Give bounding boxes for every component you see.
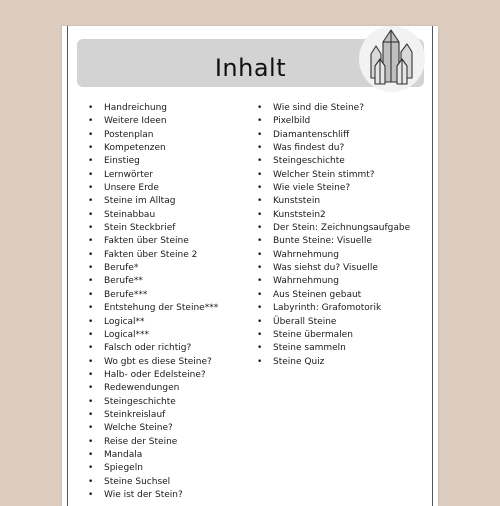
contents-list-item: • Wahrnehmung [257, 275, 429, 288]
contents-list-item: • Welche Steine? [88, 422, 238, 435]
contents-list-item: • Welcher Stein stimmt? [257, 169, 429, 182]
contents-list-item: • Spiegeln [88, 462, 238, 475]
contents-list-item: • Falsch oder richtig? [88, 342, 238, 355]
contents-list-item: • Redewendungen [88, 382, 238, 395]
contents-list-item: • Postenplan [88, 129, 238, 142]
contents-list-item: • Kompetenzen [88, 142, 238, 155]
contents-list-item: • Überall Steine [257, 316, 429, 329]
contents-list-item: • Stein Steckbrief [88, 222, 238, 235]
page-border-left [67, 26, 68, 506]
contents-list-item: • Diamantenschliff [257, 129, 429, 142]
contents-list-item: • Bunte Steine: Visuelle [257, 235, 429, 248]
contents-list-item: • Steine sammeln [257, 342, 429, 355]
contents-list-item: • Lernwörter [88, 169, 238, 182]
contents-list-right [257, 102, 429, 369]
contents-list-item: • Wo gbt es diese Steine? [88, 356, 238, 369]
contents-list-item: • Wie ist der Stein? [88, 489, 238, 502]
contents-list-item: • Halb- oder Edelsteine? [88, 369, 238, 382]
contents-list-item: • Berufe*** [88, 289, 238, 302]
contents-list-item: • Steinabbau [88, 209, 238, 222]
contents-list-item: • Logical*** [88, 329, 238, 342]
contents-list-item: • Steingeschichte [88, 396, 238, 409]
contents-list-item: • Kunststein [257, 195, 429, 208]
contents-list-item: • Steine übermalen [257, 329, 429, 342]
contents-list-item: • Was siehst du? Visuelle [257, 262, 429, 275]
contents-list-item: • Berufe* [88, 262, 238, 275]
contents-list-item: • Steine Suchsel [88, 476, 238, 489]
page-title: Inhalt [214, 54, 287, 82]
contents-list-item: • Mandala [88, 449, 238, 462]
contents-list-item: • Steingeschichte [257, 155, 429, 168]
contents-list-item: • Der Stein: Zeichnungsaufgabe [257, 222, 429, 235]
contents-list-left [88, 102, 238, 502]
contents-list-item: • Steinkreislauf [88, 409, 238, 422]
contents-list-item: • Handreichung [88, 102, 238, 115]
contents-list-item: • Wie viele Steine? [257, 182, 429, 195]
contents-list-item: • Fakten über Steine [88, 235, 238, 248]
worksheet-page [62, 26, 438, 506]
contents-list-item: • Wie sind die Steine? [257, 102, 429, 115]
contents-list-item: • Pixelbild [257, 115, 429, 128]
page-border-right [432, 26, 433, 506]
contents-list-item: • Fakten über Steine 2 [88, 249, 238, 262]
contents-list-item: • Unsere Erde [88, 182, 238, 195]
contents-list-item: • Entstehung der Steine*** [88, 302, 238, 315]
contents-list-item: • Einstieg [88, 155, 238, 168]
contents-list-item: • Aus Steinen gebaut [257, 289, 429, 302]
contents-list-item: • Berufe** [88, 275, 238, 288]
contents-list-item: • Wahrnehmung [257, 249, 429, 262]
contents-list-item: • Was findest du? [257, 142, 429, 155]
contents-list-item: • Weitere Ideen [88, 115, 238, 128]
crystal-cluster-icon [359, 26, 425, 92]
contents-list-item: • Steine Quiz [257, 356, 429, 369]
contents-list-item: • Labyrinth: Grafomotorik [257, 302, 429, 315]
contents-list-item: • Kunststein2 [257, 209, 429, 222]
contents-list-item: • Logical** [88, 316, 238, 329]
contents-list-item: • Reise der Steine [88, 436, 238, 449]
contents-list-item: • Steine im Alltag [88, 195, 238, 208]
